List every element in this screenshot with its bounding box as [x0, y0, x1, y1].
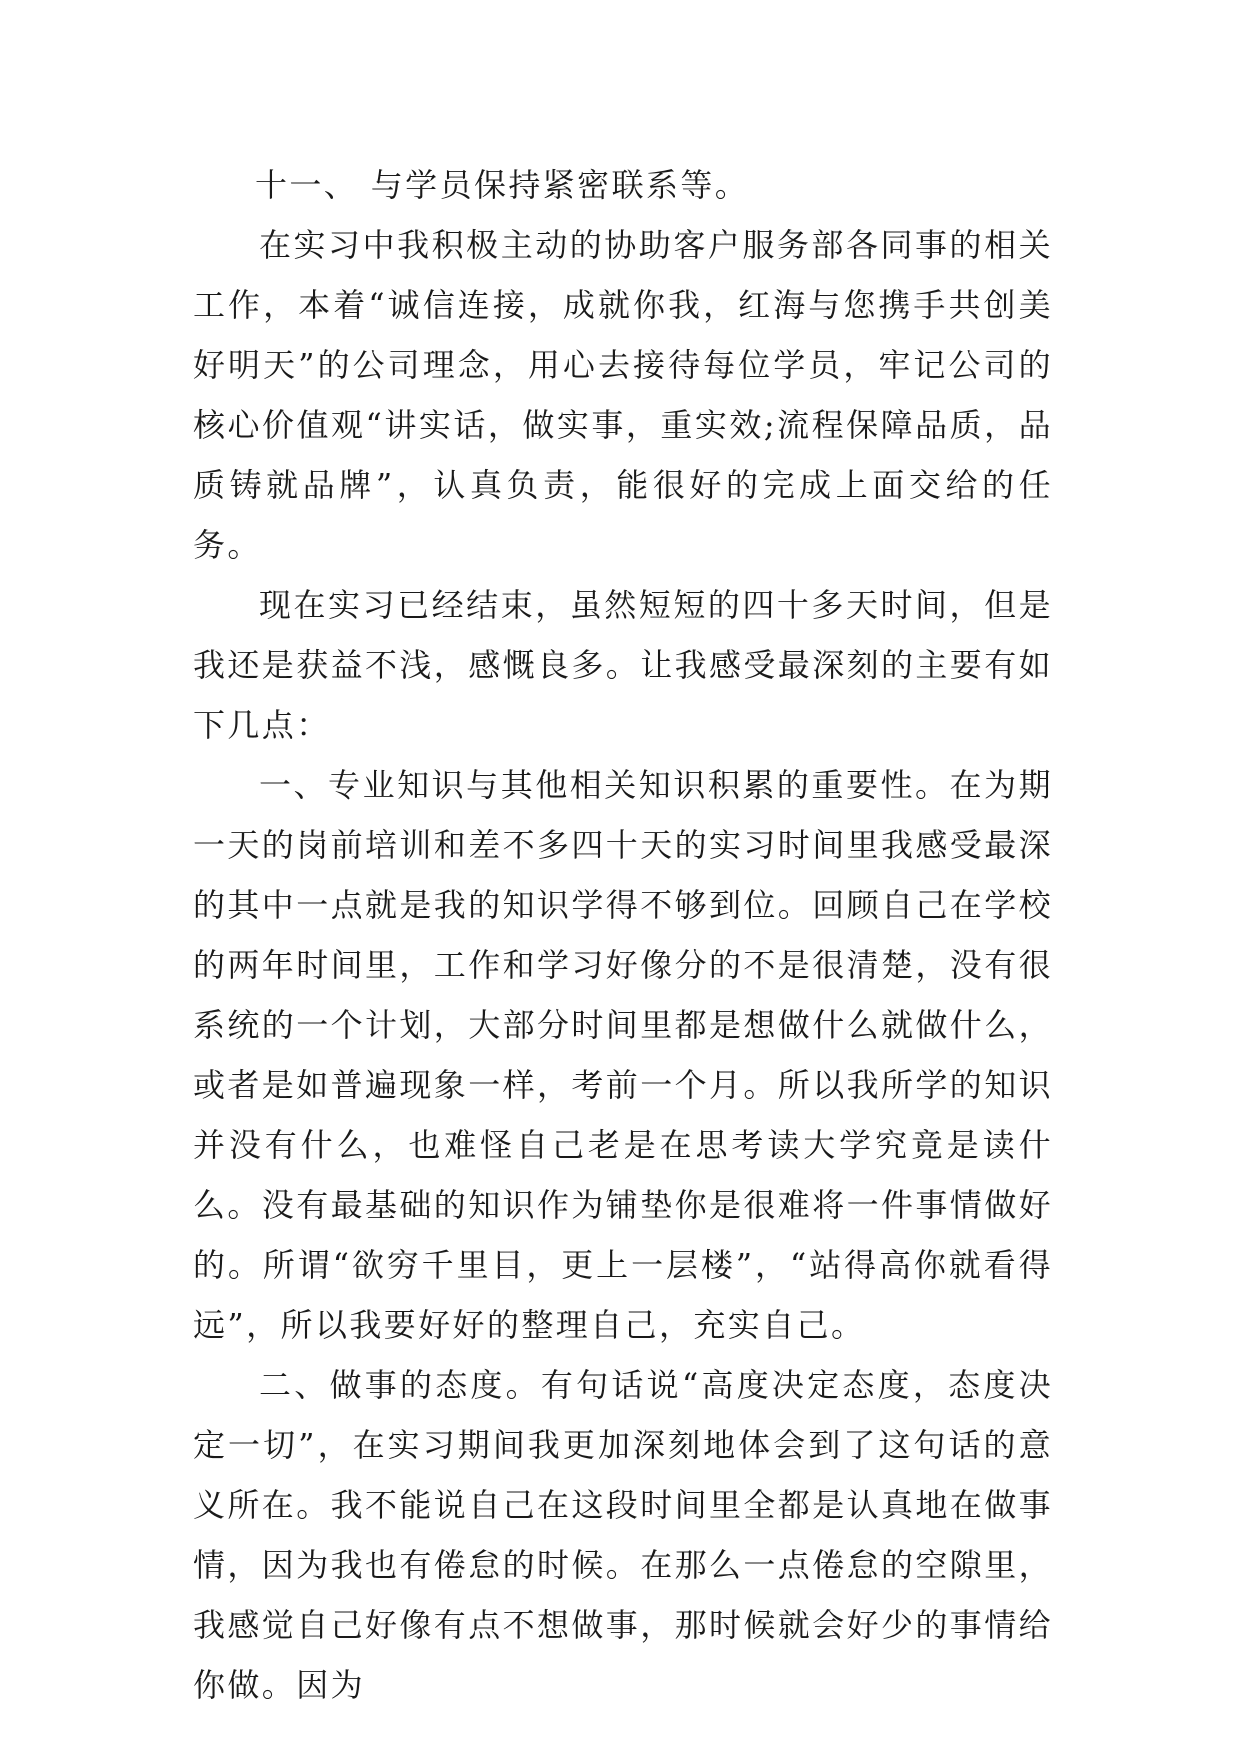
paragraph-point-two-attitude: 二、做事的态度。有句话说“高度决定态度，态度决定一切”，在实习期间我更加深刻地体会到了这句话的意义所在。我不能说自己在这段时间里全都是认真地在做事情，因为我也有倦怠的时候。在那么一点倦怠的空隙里，我感觉自己好像有点不想做事，那时候就会好少的事情给你做。因为 [193, 1366, 1054, 1704]
paragraph-internship-duties: 在实习中我积极主动的协助客户服务部各同事的相关工作，本着“诚信连接，成就你我，红海与您携手共创美好明天”的公司理念，用心去接待每位学员，牢记公司的核心价值观“讲实话，做实事，重实效;流程保障品质，品质铸就品牌”，认真负责，能很好的完成上面交给的任务。 [193, 226, 1053, 564]
document-body [193, 155, 1053, 1715]
paragraph-internship-reflection: 现在实习已经结束，虽然短短的四十多天时间，但是我还是获益不浅，感慨良多。让我感受最深刻的主要有如下几点： [193, 586, 1054, 744]
paragraph-item-eleven: 十一、 与学员保持紧密联系等。 [255, 166, 750, 204]
paragraph-point-one-knowledge: 一、专业知识与其他相关知识积累的重要性。在为期一天的岗前培训和差不多四十天的实习时间里我感受最深的其中一点就是我的知识学得不够到位。回顾自己在学校的两年时间里，工作和学习好像分的不是很清楚，没有很系统的一个计划，大部分时间里都是想做什么就做什么，或者是如普遍现象一样，考前一个月。所以我所学的知识并没有什么，也难怪自己老是在思考读大学究竟是读什么。没有最基础的知识作为铺垫你是很难将一件事情做好的。所谓“欲穷千里目，更上一层楼”，“站得高你就看得远”，所以我要好好的整理自己，充实自己。 [193, 766, 1054, 1344]
